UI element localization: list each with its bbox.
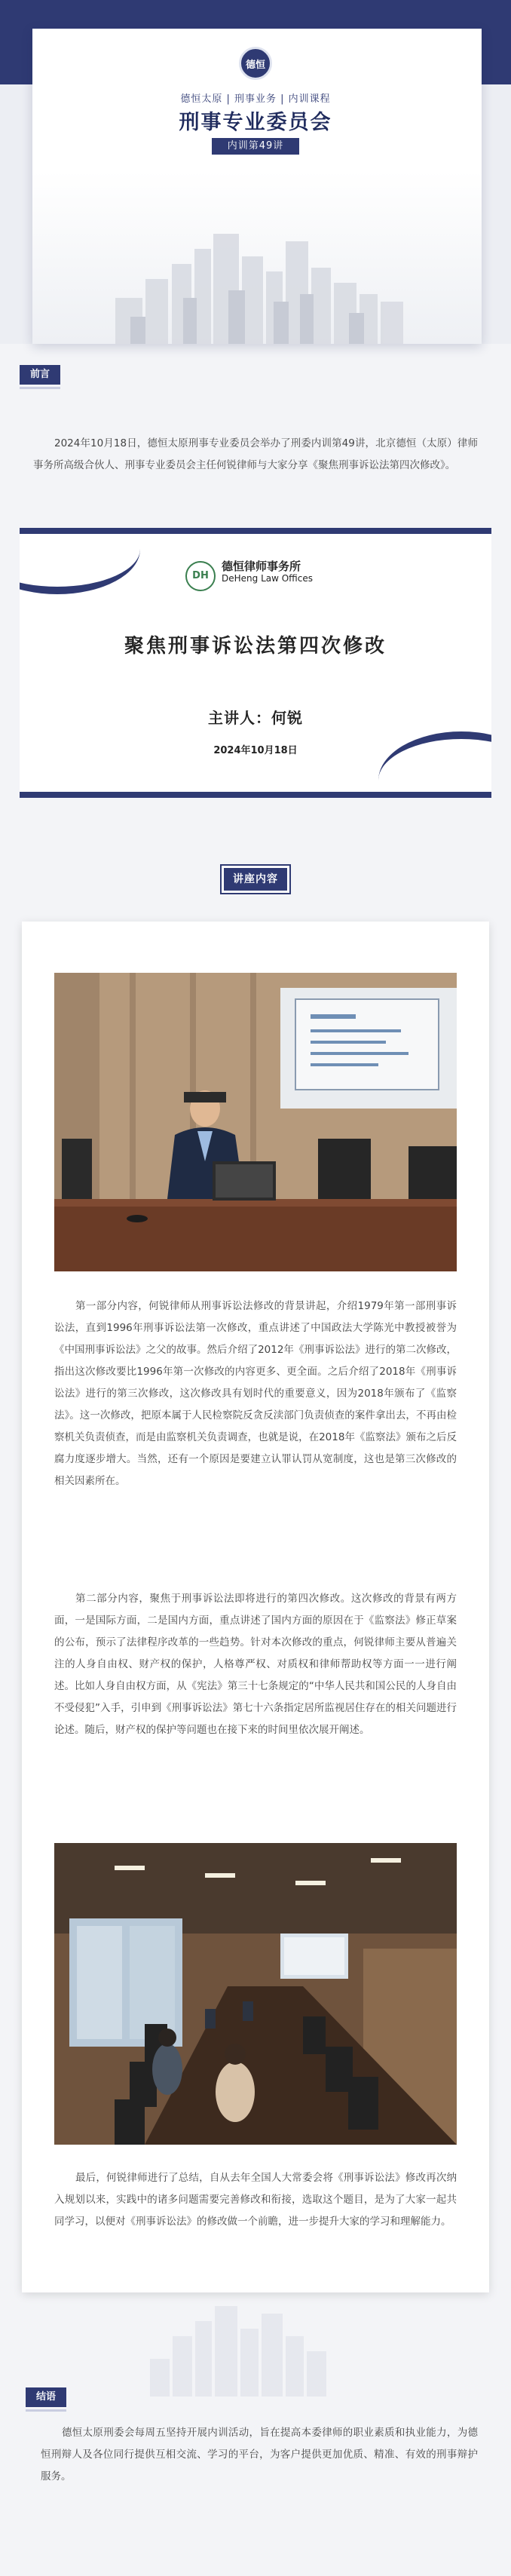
slide-date: 2024年10月18日 — [213, 745, 298, 756]
header-title: 刑事专业委员会 — [179, 111, 332, 134]
footer-skyline-illustration — [22, 2291, 489, 2397]
brand-logo: 德恒 — [239, 47, 272, 80]
lecture-paragraph-3: 最后，何锐律师进行了总结，自从去年全国人大常委会将《刑事诉讼法》修改再次纳入规划以来，实践中的诸多问题需要完善修改和衔接，选取这个题目，是为了大家一起共同学习，以便对《刑事诉讼法》的修改做一个前瞻，进一步提升大家的学习和理解能力。 — [54, 2172, 457, 2228]
skyline-illustration — [32, 226, 482, 344]
slide-decor-curve-left — [20, 528, 140, 594]
lecture-title-slide — [20, 528, 491, 798]
meeting-room-photo-image — [54, 1843, 457, 2145]
lecture-paragraph-2: 第二部分内容，聚焦于刑事诉讼法即将进行的第四次修改。这次修改的背景有两方面，一是国际方面，二是国内方面，重点讲述了国内方面的原因在于《监察法》修正草案的公布，预示了法律程序改革的一些趋势。针对本次修改的重点，何锐律师主要从普遍关注的人身自由权、财产权的保护，人格尊严权、对质权和律师帮助权等方面一一进行阐述。比如人身自由权方面，从《宪法》第三十七条规定的“中华人民共和国公民的人身自由不受侵犯”入手，引申到《刑事诉讼法》第七十六条指定居所监视居住存在的相关问题进行论述。随后，财产权的保护等问题也在接下来的时间里依次展开阐述。 — [54, 1593, 457, 1736]
section-tag-intro: 前言 — [20, 365, 60, 385]
intro-paragraph: 2024年10月18日，德恒太原刑事专业委员会举办了刑委内训第49讲，北京德恒（太原）律师事务所高级合伙人、刑事专业委员会主任何锐律师与大家分享《聚焦刑事诉讼法第四次修改》。 — [33, 437, 478, 471]
slide-speaker: 主讲人：何锐 — [208, 709, 303, 727]
lecture-paragraph-1: 第一部分内容，何锐律师从刑事诉讼法修改的背景讲起，介绍1979年第一部刑事诉讼法，直到1996年刑事诉讼法第一次修改，重点讲述了中国政法大学陈光中教授被誉为《中国刑事诉讼法》之父的故事。然后介绍了2012年《刑事诉讼法》进行的第二次修改，指出这次修改要比1996年第一次修改的内容更多、更全面。之后介绍了2018年《刑事诉讼法》进行的第三次修改，这次修改具有划时代的重要意义，因为2018年颁布了《监察法》。这一次修改，把原本属于人民检察院反贪反渎部门负责侦查的案件拿出去，不再由检察机关负责侦查，而是由监察机关负责调查，也就是说，在2018年《监察法》颁布之后反腐力度逐步增大。当然，还有一个原因是要建立认罪认罚从宽制度，这也是第三次修改的相关因素所在。 — [54, 1300, 457, 1487]
header-subtitle: 德恒太原 | 刑事业务 | 内训课程 — [180, 94, 331, 105]
firm-name-cn: 德恒律师事务所 — [222, 560, 301, 573]
section-tag-conclusion: 结语 — [26, 2387, 66, 2407]
firm-logo-icon: DH — [185, 561, 216, 591]
lecture-number-badge: 内训第49讲 — [212, 138, 299, 155]
speaker-photo — [54, 973, 457, 1271]
slide-title: 聚焦刑事诉讼法第四次修改 — [124, 635, 387, 658]
meeting-room-photo — [54, 1843, 457, 2145]
firm-name-en: DeHeng Law Offices — [222, 573, 314, 584]
conclusion-paragraph: 德恒太原刑委会每周五坚持开展内训活动，旨在提高本委律师的职业素质和执业能力，为德恒刑辩人及各位同行提供互相交流、学习的平台，为客户提供更加优质、精准、有效的刑事辩护服务。 — [41, 2427, 478, 2482]
section-tag-lecture — [220, 864, 291, 894]
section-tag-lecture-label: 讲座内容 — [224, 868, 287, 891]
speaker-photo-image — [54, 973, 457, 1271]
